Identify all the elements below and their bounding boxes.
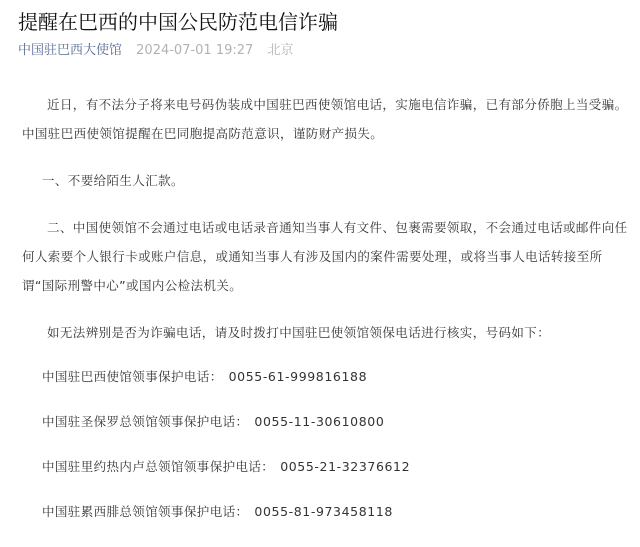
phone-label: 中国驻累西腓总领馆领事保护电话： bbox=[42, 504, 249, 519]
phone-item bbox=[42, 502, 630, 522]
publish-date: 2024-07-01 19:27 bbox=[136, 43, 254, 58]
paragraph-point-1: 一、不要给陌生人汇款。 bbox=[42, 173, 184, 188]
paragraph-verify: 如无法辨别是否为诈骗电话，请及时拨打中国驻巴使领馆领保电话进行核实，号码如下： bbox=[47, 325, 551, 340]
phone-label: 中国驻里约热内卢总领馆领事保护电话： bbox=[42, 459, 275, 474]
article-meta bbox=[18, 42, 293, 60]
phone-label: 中国驻巴西使馆领事保护电话： bbox=[42, 369, 223, 384]
publish-location: 北京 bbox=[267, 43, 294, 58]
phone-list bbox=[42, 367, 630, 522]
phone-number: 0055-21-32376612 bbox=[280, 459, 411, 474]
paragraph-point-2: 二、中国使领馆不会通过电话或电话录音通知当事人有文件、包裹需要领取，不会通过电话或邮件向任何人索要个人银行卡或账户信息，或通知当事人有涉及国内的案件需要处理，或将当事人电话转接至所谓“国际刑警中心”或国内公检法机关。 bbox=[22, 220, 628, 293]
account-name-link[interactable]: 中国驻巴西大使馆 bbox=[18, 43, 123, 58]
article-title: 提醒在巴西的中国公民防范电信诈骗 bbox=[18, 10, 338, 34]
phone-number: 0055-81-973458118 bbox=[254, 504, 393, 519]
phone-number: 0055-61-999816188 bbox=[228, 369, 368, 384]
phone-number: 0055-11-30610800 bbox=[254, 414, 385, 429]
phone-item bbox=[42, 412, 630, 432]
phone-item bbox=[42, 367, 630, 387]
phone-label: 中国驻圣保罗总领馆领事保护电话： bbox=[42, 414, 249, 429]
article-body bbox=[22, 90, 630, 547]
paragraph-intro: 近日，有不法分子将来电号码伪装成中国驻巴西使领馆电话，实施电信诈骗，已有部分侨胞上当受骗。中国驻巴西使领馆提醒在巴同胞提高防范意识，谨防财产损失。 bbox=[22, 97, 628, 141]
phone-item bbox=[42, 457, 630, 477]
